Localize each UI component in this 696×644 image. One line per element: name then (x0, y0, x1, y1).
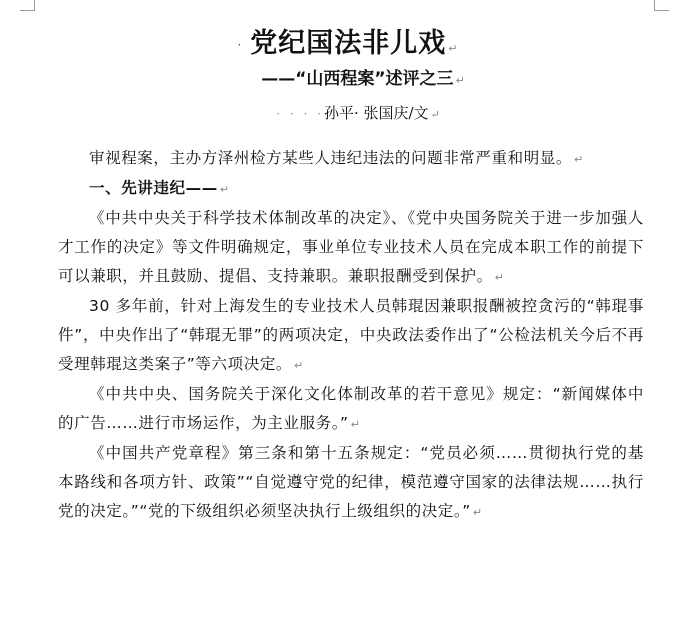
paragraph-mark-icon: ↵ (574, 153, 584, 166)
paragraph-mark-icon: ↵ (455, 74, 465, 87)
paragraph-mark-icon: ↵ (494, 271, 505, 284)
paragraph (58, 204, 644, 292)
paragraph-mark-icon: ↵ (430, 108, 440, 121)
paragraph (58, 292, 644, 380)
paragraph-mark-icon: ↵ (472, 506, 483, 519)
paragraph (58, 144, 644, 174)
article-subtitle-text: ——“山西程案”述评之三 (261, 69, 454, 89)
author-line (0, 100, 696, 128)
bullet-dot-icon: · (237, 37, 243, 52)
paragraph-mark-icon: ↵ (448, 42, 459, 55)
article-title (0, 26, 696, 67)
paragraph-mark-icon: ↵ (219, 183, 230, 196)
section-heading-text: 一、先讲违纪—— (89, 179, 218, 197)
article-subtitle (0, 66, 696, 94)
crop-mark-top-right (654, 0, 669, 11)
author-text: 孙平· 张国庆/文 (323, 104, 429, 122)
paragraph-text: 审视程案，主办方泽州检方某些人违纪违法的问题非常严重和明显。 (89, 149, 573, 167)
section-heading (58, 174, 644, 204)
paragraph-text: 《中国共产党章程》第三条和第十五条规定：“党员必须……贯彻执行党的基本路线和各项方针、政策”“自觉遵守党的纪律，模范遵守国家的法律法规……执行党的决定。”“党的下级组织必须坚决执行上级组织的决定。” (58, 444, 644, 520)
article-title-text: 党纪国法非儿戏 (250, 28, 447, 59)
article-body[interactable] (58, 144, 644, 527)
paragraph-text: 《中共中央关于科学技术体制改革的决定》、《党中央国务院关于进一步加强人才工作的决定》等文件明确规定，事业单位专业技术人员在完成本职工作的前提下可以兼职，并且鼓励、提倡、支持兼职。兼职报酬受到保护。 (58, 209, 644, 285)
paragraph-text: 《中共中央、国务院关于深化文化体制改革的若干意见》规定：“新闻媒体中的广告……进行市场运作，为主业服务。” (58, 385, 644, 432)
paragraph (58, 439, 644, 527)
paragraph-mark-icon: ↵ (294, 359, 304, 372)
paragraph-mark-icon: ↵ (350, 418, 361, 431)
paragraph-text: 30 多年前，针对上海发生的专业技术人员韩琨因兼职报酬被控贪污的“韩琨事件”，中央作出了“韩琨无罪”的两项决定，中央政法委作出了“公检法机关今后不再受理韩琨这类案子”等六项决定。 (58, 297, 644, 373)
crop-mark-top-left (20, 0, 35, 11)
paragraph (58, 380, 644, 439)
author-leader-dots: · · · · (276, 107, 324, 121)
